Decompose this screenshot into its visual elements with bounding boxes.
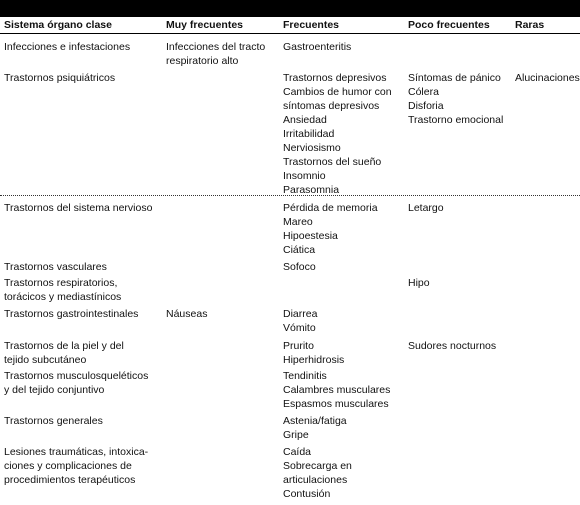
cell-line: Contusión xyxy=(283,488,331,500)
cell-poco xyxy=(408,201,444,215)
cell-line: Disforia xyxy=(408,100,444,112)
cell-frec xyxy=(283,40,351,54)
cell-line: Irritabilidad xyxy=(283,128,335,140)
cell-line: Pérdida de memoria xyxy=(283,202,378,214)
cell-poco xyxy=(408,276,430,290)
cell-line: Cambios de humor con xyxy=(283,86,392,98)
cell-soc xyxy=(4,307,138,321)
cell-line: Gastroenteritis xyxy=(283,41,352,53)
cell-line: Sofoco xyxy=(283,261,316,273)
cell-line: Parasomnia xyxy=(283,184,340,196)
cell-line: Tendinitis xyxy=(283,370,327,382)
cell-frec xyxy=(283,71,392,197)
cell-line: Gripe xyxy=(283,429,309,441)
cell-line: torácicos y mediastínicos xyxy=(4,291,122,303)
cell-soc xyxy=(4,276,121,304)
cell-frec xyxy=(283,369,390,411)
cell-frec xyxy=(283,414,347,442)
cell-line: Trastornos vasculares xyxy=(4,261,107,273)
cell-line: Cólera xyxy=(408,86,439,98)
cell-line: Síntomas de pánico xyxy=(408,72,501,84)
cell-frec xyxy=(283,260,316,274)
header-frecuentes: Frecuentes xyxy=(283,19,340,31)
cell-soc xyxy=(4,260,107,274)
cell-line: Trastornos generales xyxy=(4,415,103,427)
cell-soc xyxy=(4,40,130,54)
cell-line: articulaciones xyxy=(283,474,348,486)
cell-line: Hipoestesia xyxy=(283,230,338,242)
cell-line: Hiperhidrosis xyxy=(283,354,345,366)
cell-muy xyxy=(166,40,265,68)
cell-soc xyxy=(4,445,148,487)
cell-line: Vómito xyxy=(283,322,316,334)
header-muy-frecuentes: Muy frecuentes xyxy=(166,19,244,31)
cell-line: ciones y complicaciones de xyxy=(4,460,132,472)
cell-line: Caída xyxy=(283,446,312,458)
cell-line: Trastornos psiquiátricos xyxy=(4,72,116,84)
cell-frec xyxy=(283,201,378,257)
header-raras: Raras xyxy=(515,19,545,31)
cell-soc xyxy=(4,201,152,215)
cell-line: Insomnio xyxy=(283,170,326,182)
table-top-bar xyxy=(0,0,580,17)
cell-line: Trastornos del sistema nervioso xyxy=(4,202,153,214)
cell-line: Infecciones e infestaciones xyxy=(4,41,131,53)
cell-line: síntomas depresivos xyxy=(283,100,380,112)
cell-line: Trastorno emocional xyxy=(408,114,504,126)
cell-line: Infecciones del tracto xyxy=(166,41,266,53)
cell-line: Nerviosismo xyxy=(283,142,341,154)
cell-line: Alucinaciones xyxy=(515,72,580,84)
cell-frec xyxy=(283,339,344,367)
cell-line: Ansiedad xyxy=(283,114,327,126)
cell-line: Hipo xyxy=(408,277,430,289)
cell-line: Trastornos de la piel y del xyxy=(4,340,124,352)
cell-line: Lesiones traumáticas, intoxica- xyxy=(4,446,149,458)
cell-line: Letargo xyxy=(408,202,444,214)
cell-muy xyxy=(166,307,207,321)
header-poco-frecuentes: Poco frecuentes xyxy=(408,19,490,31)
cell-line: Espasmos musculares xyxy=(283,398,389,410)
cell-line: Prurito xyxy=(283,340,314,352)
cell-raras xyxy=(515,71,580,85)
cell-line: Astenia/fatiga xyxy=(283,415,347,427)
cell-line: Mareo xyxy=(283,216,313,228)
cell-poco xyxy=(408,71,503,127)
cell-line: Trastornos del sueño xyxy=(283,156,382,168)
cell-line: Diarrea xyxy=(283,308,318,320)
cell-line: Trastornos depresivos xyxy=(283,72,387,84)
cell-soc xyxy=(4,369,148,397)
cell-line: Náuseas xyxy=(166,308,208,320)
cell-soc xyxy=(4,339,124,367)
cell-line: Sudores nocturnos xyxy=(408,340,497,352)
cell-frec xyxy=(283,307,317,335)
cell-line: Calambres musculares xyxy=(283,384,391,396)
header-sistema-organo-clase: Sistema órgano clase xyxy=(4,19,112,31)
cell-line: y del tejido conjuntivo xyxy=(4,384,105,396)
cell-line: Sobrecarga en xyxy=(283,460,352,472)
cell-poco xyxy=(408,339,496,353)
cell-line: Trastornos respiratorios, xyxy=(4,277,118,289)
cell-soc xyxy=(4,414,103,428)
header-rule xyxy=(0,33,580,34)
cell-line: respiratorio alto xyxy=(166,55,239,67)
cell-soc xyxy=(4,71,115,85)
cell-line: procedimientos terapéuticos xyxy=(4,474,136,486)
cell-line: Trastornos musculosqueléticos xyxy=(4,370,149,382)
cell-line: Trastornos gastrointestinales xyxy=(4,308,139,320)
cell-line: tejido subcutáneo xyxy=(4,354,87,366)
cell-line: Ciática xyxy=(283,244,316,256)
cell-frec xyxy=(283,445,352,501)
